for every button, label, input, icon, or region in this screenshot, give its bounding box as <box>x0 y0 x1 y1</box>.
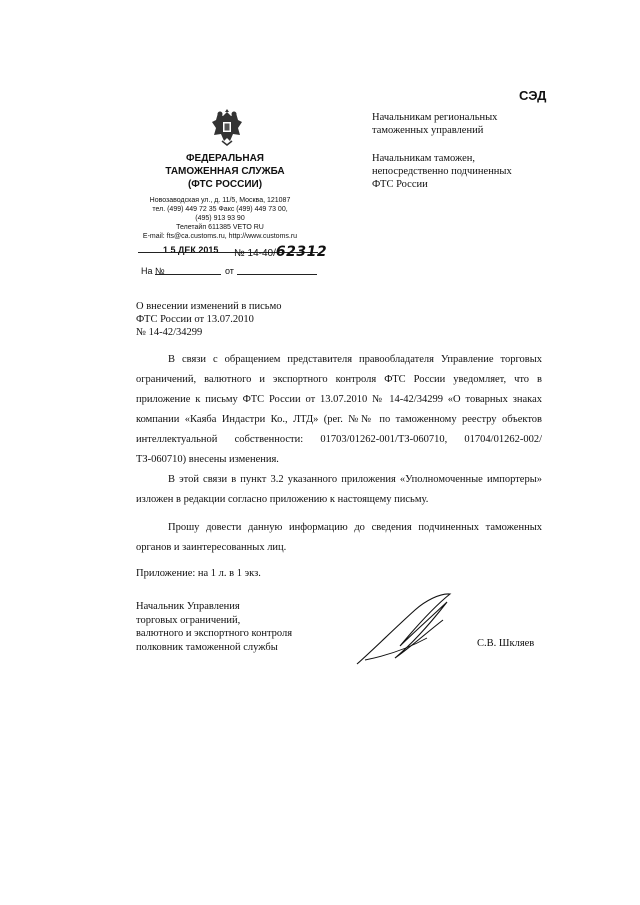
reg-number-prefix: № 14-40/ <box>234 248 276 259</box>
from-line <box>237 274 317 275</box>
addressee-regional: Начальникам региональных таможенных управлений <box>372 112 498 136</box>
in-reply-line <box>155 274 221 275</box>
organization-name <box>150 152 300 191</box>
org-line-1: ФЕДЕРАЛЬНАЯ <box>186 153 264 164</box>
contact-email: E-mail: fts@ca.customs.ru, http://www.customs.ru <box>142 233 298 240</box>
contact-block <box>120 196 320 241</box>
signature-image <box>355 588 465 668</box>
attachment-note: Приложение: на 1 л. в 1 экз. <box>136 568 261 579</box>
signatory-name: С.В. Шкляев <box>477 638 535 649</box>
letter-body <box>136 350 542 558</box>
registration-date: 1 5 ДЕК 2015 <box>163 245 219 255</box>
contact-phone-2: (495) 913 93 90 <box>195 215 245 222</box>
paragraph-3: Прошу довести данную информацию до сведения подчиненных таможенных органов и заинтересованных лиц. <box>136 522 542 553</box>
registration-number <box>234 244 327 260</box>
org-line-3: (ФТС РОССИИ) <box>187 179 263 190</box>
addressee-customs: Начальникам таможен, непосредственно подчиненных ФТС России <box>372 153 512 190</box>
letter-subject: О внесении изменений в письмо ФТС России от 13.07.2010 № 14-42/34299 <box>136 301 282 338</box>
contact-phone: тел. (499) 449 72 35 Факс (499) 449 73 00, <box>152 206 288 213</box>
paragraph-2: В этой связи в пункт 3.2 указанного приложения «Уполномоченные импортеры» изложен в редакции согласно приложению к настоящему письму. <box>136 474 542 505</box>
paragraph-1: В связи с обращением представителя правообладателя Управление торговых ограничений, валютного и экспортного контроля ФТС России уведомляет, что в приложение к письму ФТС России от 13.07.2010 № 14-42/34299 «О товарных знаках компании «Каяба Индастри Ко., ЛТД» (рег. №№ по таможенному реестру объектов интеллектуальной собственности: 01703/01262-001/ТЗ-060710, 01704/01262-002/ТЗ-060710) внесены изменения. <box>136 354 542 465</box>
in-reply-label: На № <box>141 266 165 276</box>
reg-number-handwritten: 62312 <box>275 244 328 260</box>
org-line-2: ТАМОЖЕННАЯ СЛУЖБА <box>165 166 285 177</box>
contact-teletype: Телетайп 611385 VETO RU <box>176 224 264 231</box>
contact-address: Новозаводская ул., д. 11/5, Москва, 121087 <box>149 197 291 204</box>
coat-of-arms-icon <box>210 108 244 146</box>
from-label: от <box>225 266 234 276</box>
signatory-title: Начальник Управления торговых ограничений, валютного и экспортного контроля полковник таможенной службы <box>136 601 293 653</box>
sed-stamp: СЭД <box>519 88 547 103</box>
